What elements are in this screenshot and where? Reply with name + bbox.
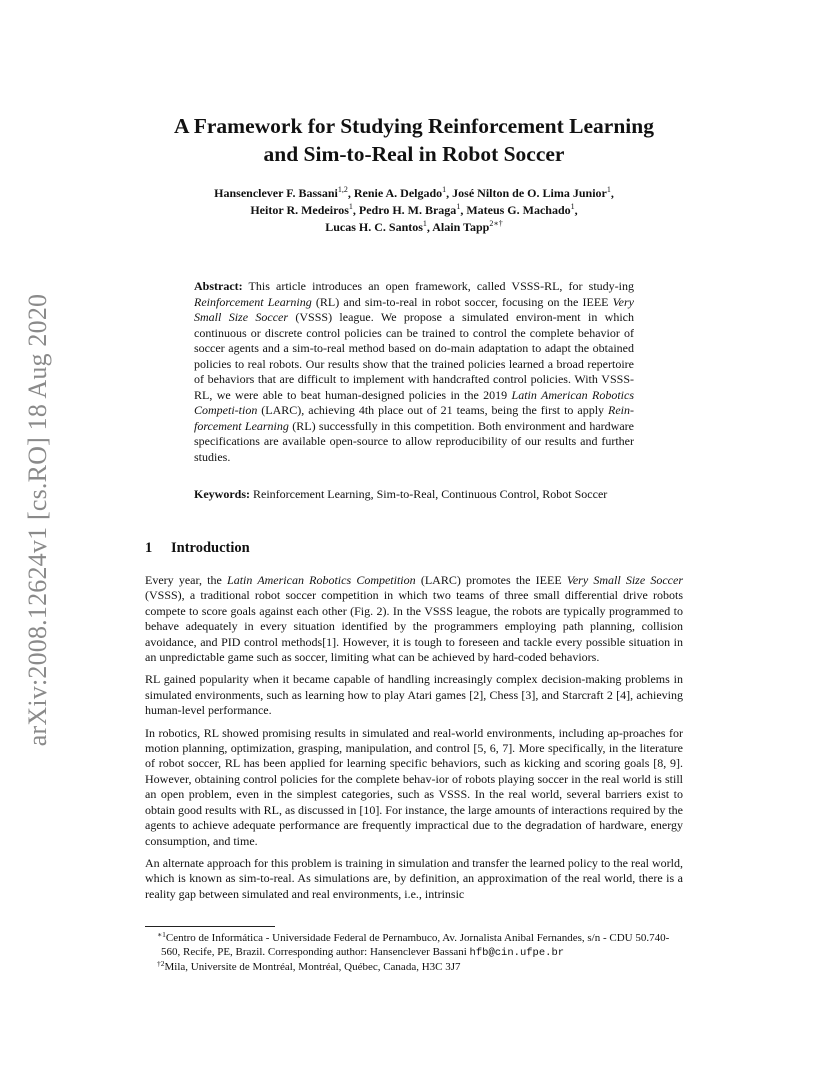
footnote-text: Centro de Informática - Universidade Federal de Pernambuco, Av. Jornalista Anibal Fernandes, s/n - CDU 50.740-560, Recife, PE, Brazil. Corresponding author: Hansenclever Bassani [161, 932, 670, 958]
author-name: , Alain Tapp [426, 220, 490, 234]
keywords-text: Reinforcement Learning, Sim-to-Real, Continuous Control, Robot Soccer [250, 487, 608, 501]
title-line-1: A Framework for Studying Reinforcement Learning [174, 114, 654, 138]
author-line-2 [120, 202, 708, 219]
paragraph-emphasis: Very Small Size Soccer [566, 573, 684, 587]
author-name: Lucas H. C. Santos [325, 220, 423, 234]
affiliation-mark: 1 [570, 202, 575, 211]
footnote-mark: ∗1 [157, 930, 166, 939]
abstract-text: This article introduces an open framework, called VSSS-RL, for study-ing [242, 279, 634, 293]
paragraph-text: (VSSS), a traditional robot soccer competition in which two teams of three small differential drive robots compete to score goals against each other (Fig. 2). In the VSSS league, the robots are typically programmed to behave adequately in every situation identified by the programmers employing path planning, collision avoidance, and PID control methods[1]. However, it is tough to foreseen and tackle every possible situation in an unpredictable game such as soccer, limiting what can be achieved by hard-coded behaviors. [145, 588, 683, 665]
paragraph: RL gained popularity when it became capable of handling increasingly complex decision-making problems in simulated environments, such as learning how to play Atari games [2], Chess [3], and Starcraft 2 [4], achieving human-level performance. [145, 672, 683, 718]
author-name: , Mateus G. Machado [460, 203, 571, 217]
footnote-2 [145, 960, 683, 974]
paragraph [145, 573, 683, 665]
body-text [145, 573, 683, 909]
abstract-emphasis: Latin American Robotics Competi-tion [194, 387, 635, 417]
abstract-emphasis: Reinforcement Learning [194, 294, 312, 309]
author-separator: , [574, 203, 578, 217]
keywords-label: Keywords: [194, 487, 250, 501]
section-number: 1 [145, 540, 153, 556]
paragraph-emphasis: Latin American Robotics Competition [227, 573, 416, 587]
affiliation-mark: 1,2 [337, 185, 348, 194]
footnote-mark: †2 [157, 959, 165, 968]
paragraph: An alternate approach for this problem is training in simulation and transfer the learned policy to the real world, which is known as sim-to-real. As simulations are, by definition, an approximation of the real world, there is a reality gap between simulated and real environments, i.e., intrinsic [145, 855, 683, 901]
affiliation-mark: 1 [442, 185, 447, 194]
abstract [194, 279, 634, 465]
author-email[interactable]: hfb@cin.ufpe.br [469, 947, 565, 959]
abstract-text: (RL) and sim-to-real in robot soccer, focusing on the IEEE [311, 294, 613, 309]
author-name: Heitor R. Medeiros [250, 203, 349, 217]
author-name: , José Nilton de O. Lima Junior [446, 186, 607, 200]
paragraph-text: (LARC) promotes the IEEE [415, 573, 567, 587]
footnotes [145, 926, 683, 974]
section-title: Introduction [171, 540, 250, 556]
abstract-text: (RL) successfully in this competition. Both environment and hardware specifications are available open-source to allow reproducibility of our results and further studies. [194, 418, 634, 464]
author-line-1 [120, 185, 708, 202]
affiliation-mark: 1 [348, 202, 353, 211]
arxiv-identifier: arXiv:2008.12624v1 [cs.RO] 18 Aug 2020 [23, 293, 52, 747]
author-separator: , [610, 186, 614, 200]
affiliation-mark: 1 [422, 219, 427, 228]
paragraph: In robotics, RL showed promising results in simulated and real-world environments, including ap-proaches for motion planning, optimization, grasping, manipulation, and control [5, 6, 7]. More specifically, in the literature of robot soccer, RL has been applied for learning specific behaviors, such as kicking and scoring goals [8, 9]. However, obtaining control policies for the complete behav-ior of robots playing soccer in the real world is still an open problem, even in the simplest categories, such as VSSS. In the real world, several barriers exist to obtain good results with RL, as discussed in [10]. For instance, the large amounts of interactions required by the agents to achieve adequate performance are frequently impractical due to the degradation of hardware, energy consumption, and time. [145, 725, 684, 848]
arxiv-sidebar [12, 260, 64, 780]
section-heading [145, 540, 250, 557]
footnote-text: Mila, Universite de Montréal, Montréal, Québec, Canada, H3C 3J7 [164, 961, 461, 973]
author-line-3 [120, 219, 708, 236]
abstract-text: (LARC), achieving 4th place out of 21 teams, being the first to apply [257, 403, 608, 417]
paragraph-text: Every year, the [145, 573, 228, 587]
author-name: , Pedro H. M. Braga [352, 203, 457, 217]
abstract-emphasis: Rein-forcement Learning [194, 403, 634, 433]
affiliation-mark: 2∗† [489, 219, 503, 228]
author-name: Hansenclever F. Bassani [214, 186, 338, 200]
title-line-2: and Sim-to-Real in Robot Soccer [263, 142, 565, 166]
abstract-text: (VSSS) league. We propose a simulated environ-ment in which continuous or discrete control policies can be trained to control the complete behavior of soccer agents and a sim-to-real method based on do-main adaptation to adapt the obtained policies to real robots. Our results show that the trained policies learned a broad repertoire of behaviors that are difficult to implement with handcrafted control policies. With VSSS-RL, we were able to beat human-designed policies in the 2019 [194, 310, 635, 402]
footnote-1 [145, 931, 683, 960]
abstract-emphasis: Very Small Size Soccer [194, 294, 634, 324]
keywords [194, 487, 634, 503]
affiliation-mark: 1 [456, 202, 461, 211]
author-name: , Renie A. Delgado [347, 186, 443, 200]
footnote-rule [145, 926, 275, 927]
abstract-label: Abstract: [194, 279, 243, 293]
affiliation-mark: 1 [606, 185, 611, 194]
author-list [120, 185, 708, 236]
paper-title [100, 112, 728, 168]
